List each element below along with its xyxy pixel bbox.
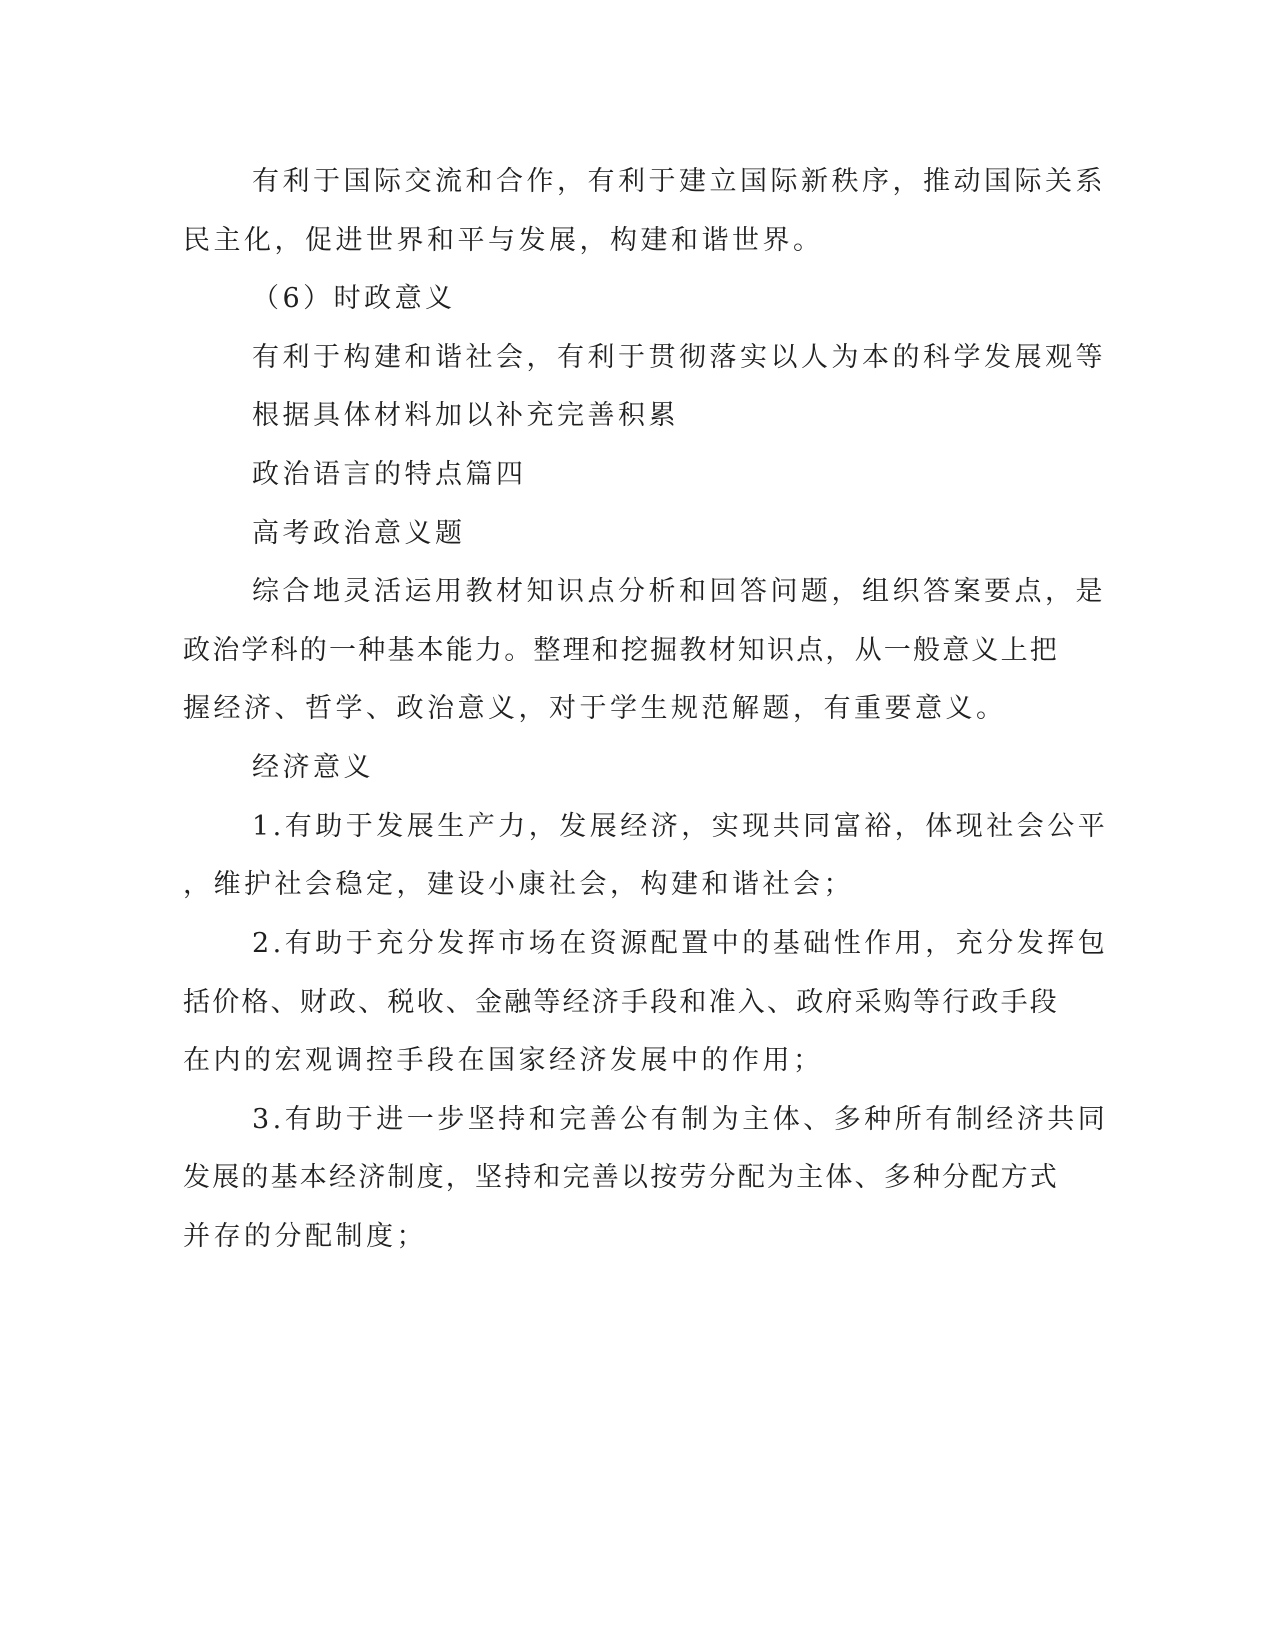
paragraph-line: 政治学科的一种基本能力。整理和挖掘教材知识点，从一般意义上把	[183, 635, 1059, 666]
list-item-line: ，维护社会稳定，建设小康社会，构建和谐社会；	[183, 869, 854, 900]
section-heading: 高考政治意义题	[252, 518, 466, 549]
list-item-line: 1.有助于发展生产力，发展经济，实现共同富裕，体现社会公平	[252, 811, 1109, 842]
paragraph-line: 握经济、哲学、政治意义，对于学生规范解题，有重要意义。	[183, 693, 1007, 724]
section-heading: 政治语言的特点篇四	[252, 459, 527, 490]
section-heading: 经济意义	[252, 752, 374, 783]
paragraph-line: 有利于国际交流和合作，有利于建立国际新秩序，推动国际关系	[252, 166, 1106, 197]
paragraph-line: 综合地灵活运用教材知识点分析和回答问题，组织答案要点，是	[252, 576, 1106, 607]
list-item-line: 3.有助于进一步坚持和完善公有制为主体、多种所有制经济共同	[252, 1104, 1109, 1135]
paragraph-line: 民主化，促进世界和平与发展，构建和谐世界。	[183, 225, 824, 256]
list-item-line: 并存的分配制度；	[183, 1221, 427, 1252]
paragraph-line: 根据具体材料加以补充完善积累	[252, 400, 679, 431]
list-item-line: 2.有助于充分发挥市场在资源配置中的基础性作用，充分发挥包	[252, 928, 1109, 959]
section-heading: （6）时政意义	[252, 283, 456, 314]
list-item-line: 发展的基本经济制度，坚持和完善以按劳分配为主体、多种分配方式	[183, 1162, 1059, 1193]
list-item-line: 在内的宏观调控手段在国家经济发展中的作用；	[183, 1045, 824, 1076]
list-item-line: 括价格、财政、税收、金融等经济手段和准入、政府采购等行政手段	[183, 987, 1059, 1018]
paragraph-line: 有利于构建和谐社会，有利于贯彻落实以人为本的科学发展观等	[252, 342, 1106, 373]
